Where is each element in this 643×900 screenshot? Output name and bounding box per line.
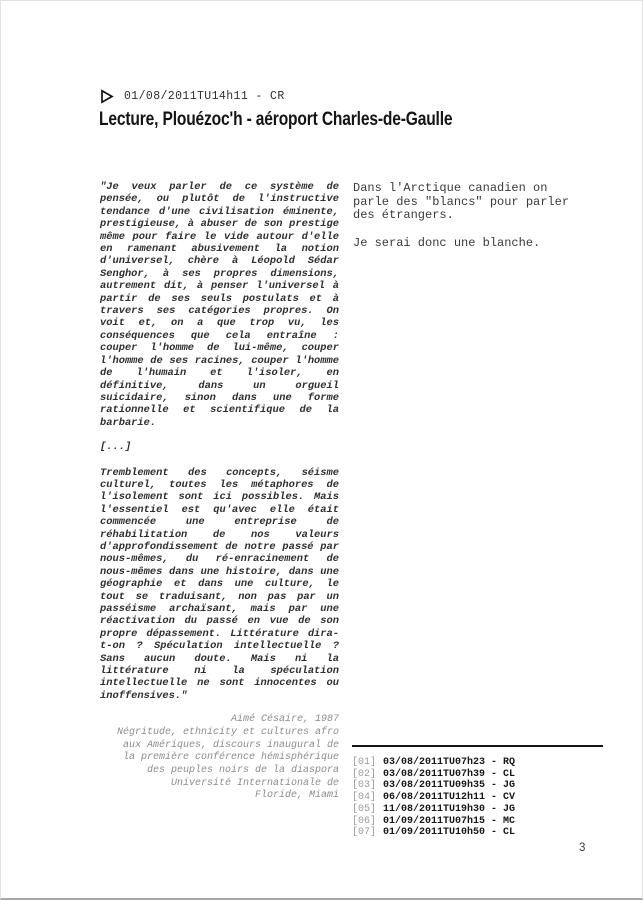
log-entry-index: [04] [352,792,377,804]
quote-paragraph-2: Tremblement des concepts, séisme culturel, toutes les métaphores de l'isolement sont ici possibles. Mais l'essentiel est qu'avec elle était commencée une entreprise de réhabilitation de nos valeurs d'approfondissement de notre passé par nous-mêmes, du ré-enracinement de nous-mêmes dans une histoire, dans une géographie et dans une culture, le tout se traduisant, non pas par un passéisme archaïsant, mais par une réactivation du passé en vue de son propre dépassement. Littérature dira-t-on ? Spéculation intellectuelle ? Sans aucun doute. Mais ni la littérature ni la spéculation intellectuelle ne sont innocentes ou inoffensives." [100,466,339,702]
attribution-line: aux Amériques, discours inaugural de [122,739,339,751]
log-entry [352,757,603,769]
header-timestamp: 01/08/2011TU14h11 - CR [124,90,285,103]
quote-attribution [100,714,339,803]
page-number: 3 [579,842,586,854]
log-entry-text: 03/08/2011TU09h35 - JG [383,780,516,792]
log-entry-index: [06] [352,815,377,827]
slide-header [100,89,285,104]
quote-paragraph-1: "Je veux parler de ce système de pensée, ou plutôt de l'instructive tendance d'une civilisation éminente, prestigieuse, à abuser de son prestige même pour faire le vide autour d'elle en ramenant abusivement la notion d'universel, chère à Léopold Sédar Senghor, à ses propres dimensions, autrement dit, à penser l'universel à partir de ses seuls postulats et à travers ses catégories propres. On voit et, on a que trop vu, les conséquences que cela entraîne : couper l'homme de lui-même, couper l'homme de ses racines, couper l'homme de l'humain et l'isoler, en définitive, dans un orgueil suicidaire, sinon dans une forme rationnelle et scientifique de la barbarie. [100,181,339,429]
attribution-line: Université Internationale de [170,777,339,789]
revision-log [352,745,603,839]
page-title: Lecture, Plouézoc'h - aéroport Charles-de-Gaulle [99,109,453,130]
log-entry [352,816,603,828]
log-entry [352,804,603,816]
log-entry-index: [07] [352,827,377,839]
log-entry-text: 06/08/2011TU12h11 - CV [383,792,516,804]
aside-paragraph-2: Je serai donc une blanche. [353,235,541,250]
aside-column [353,182,585,264]
attribution-line: la première conférence hémisphérique [122,752,339,764]
log-entry [352,780,603,792]
log-entry-index: [01] [352,757,377,768]
quote-ellipsis-marker: [...] [100,441,132,454]
log-entry [352,792,603,804]
log-entry-index: [03] [352,780,377,792]
log-entry-index: [05] [352,803,377,815]
log-entry [352,827,603,839]
log-entry-text: 03/08/2011TU07h23 - RQ [383,757,516,768]
log-entry-text: 03/08/2011TU07h39 - CL [383,768,516,780]
log-separator-rule [352,745,603,747]
attribution-line: Floride, Miami [254,790,339,802]
log-entry [352,769,603,781]
quote-column [100,181,339,803]
log-entry-text: 11/08/2011TU19h30 - JG [383,803,516,815]
aside-paragraph-1: Dans l'Arctique canadien on parle des "blancs" pour parler des étrangers. [353,181,570,222]
attribution-line: Négritude, ethnicity et cultures afro [116,726,339,738]
attribution-line: Aimé Césaire, 1987 [230,714,339,726]
log-entry-index: [02] [352,768,377,780]
log-entry-text: 01/09/2011TU07h15 - MC [383,815,516,827]
play-outline-icon [100,89,114,104]
attribution-line: des peuples noirs de la diaspora [146,765,339,777]
log-entry-text: 01/09/2011TU10h50 - CL [383,827,516,839]
